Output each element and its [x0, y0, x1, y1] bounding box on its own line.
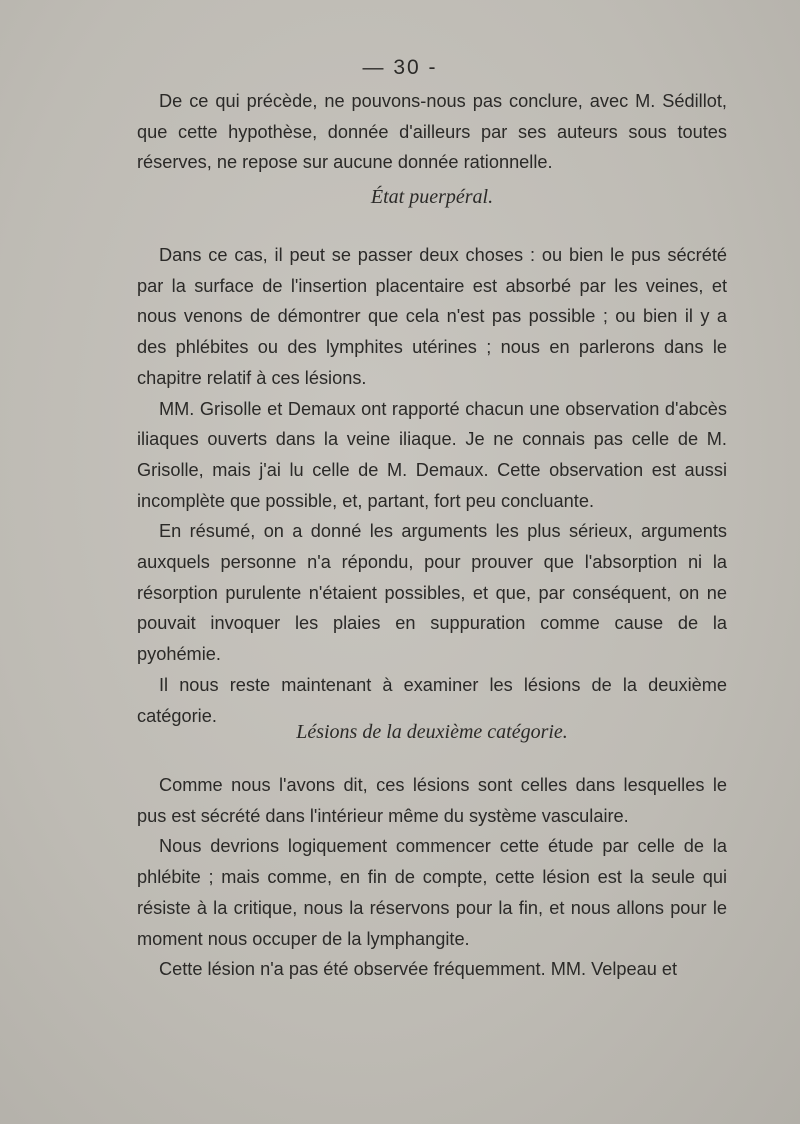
page-number: — 30 -	[362, 56, 438, 79]
second-category-section	[137, 770, 727, 985]
section-heading: Lésions de la deuxième catégorie.	[296, 721, 568, 743]
paragraph: De ce qui précède, ne pouvons-nous pas conclure, avec M. Sédillot, que cette hypothèse, donnée d'ailleurs par ses auteurs sous toutes réserves, ne repose sur aucune donnée rationnelle.	[137, 91, 727, 173]
section-heading: État puerpéral.	[370, 186, 494, 208]
intro-section	[137, 86, 727, 178]
paragraph: Comme nous l'avons dit, ces lésions sont celles dans lesquelles le pus est sécrété dans l'intérieur même du système vasculaire.	[137, 775, 727, 826]
paragraph: Dans ce cas, il peut se passer deux choses : ou bien le pus sécrété par la surface de l'insertion placentaire est absorbé par les veines, et nous venons de démontrer que cela n'est pas possible ; ou bien il y a des phlébites ou des lymphites utérines ; nous en parlerons dans le chapitre relatif à ces lésions.	[137, 245, 727, 388]
paragraph: MM. Grisolle et Demaux ont rapporté chacun une observation d'abcès iliaques ouverts dans la veine iliaque. Je ne connais pas celle de M. Grisolle, mais j'ai lu celle de M. Demaux. Cette observation est aussi incomplète que possible, et, partant, fort peu concluante.	[137, 398, 727, 511]
paragraph: En résumé, on a donné les arguments les plus sérieux, arguments auxquels personne n'a répondu, pour prouver que l'absorption ni la résorption purulente n'étaient possibles, et que, par conséquent, on ne pouvait invoquer les plaies en suppuration comme cause de la pyohémie.	[137, 521, 727, 665]
puerperal-section	[137, 240, 727, 731]
paragraph: Cette lésion n'a pas été observée fréquemment. MM. Velpeau et	[159, 959, 678, 980]
paragraph: Il nous reste maintenant à examiner les lésions de la deuxième catégorie.	[137, 674, 727, 726]
paragraph: Nous devrions logiquement commencer cette étude par celle de la phlébite ; mais comme, en fin de compte, cette lésion est la seule qui résiste à la critique, nous la réservons pour la fin, et nous allons pour le moment nous occuper de la lymphangite.	[137, 836, 727, 949]
